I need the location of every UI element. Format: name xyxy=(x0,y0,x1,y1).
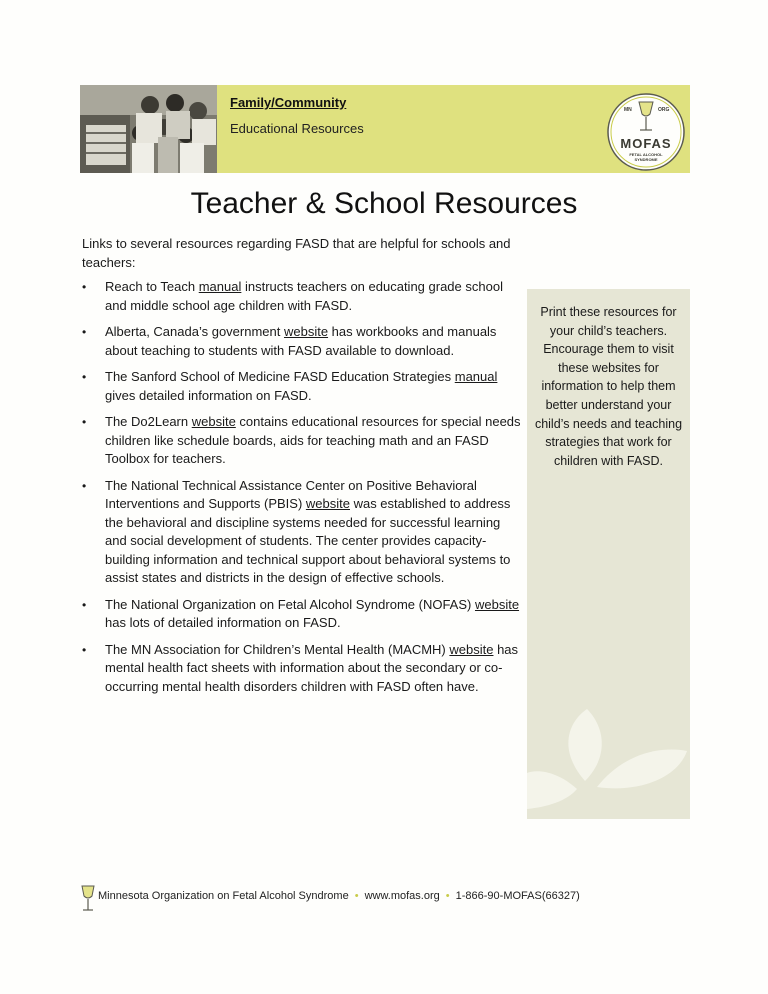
list-item xyxy=(82,413,522,469)
item-text: Alberta, Canada’s government xyxy=(105,324,284,339)
item-text: Reach to Teach xyxy=(105,279,199,294)
logo-word: MOFAS xyxy=(620,136,672,151)
resource-link[interactable]: website xyxy=(191,414,236,429)
resource-list xyxy=(82,278,522,704)
leaf-decoration-icon xyxy=(527,709,690,819)
logo-mn: MN xyxy=(624,107,632,113)
list-item xyxy=(82,477,522,588)
separator-dot-icon: • xyxy=(354,890,359,902)
list-item xyxy=(82,278,522,315)
separator-dot-icon: • xyxy=(445,890,450,902)
logo-tagline xyxy=(606,152,686,162)
item-text: has workbooks and manuals about teaching to students with FASD available to download. xyxy=(105,324,497,358)
logo-org: ORG xyxy=(658,107,670,113)
resource-link[interactable]: website xyxy=(305,496,350,511)
item-text: The National Organization on Fetal Alcohol Syndrome (NOFAS) xyxy=(105,596,475,612)
bullet-icon: • xyxy=(82,642,87,657)
wine-glass-icon xyxy=(80,884,96,914)
section-subtitle: Educational Resources xyxy=(230,121,364,136)
footer-text xyxy=(98,890,580,902)
bullet-icon: • xyxy=(82,370,87,384)
sidebar-text: Print these resources for your child’s teachers. Encourage them to visit these websites for information to help them better understand your child’s needs and teaching strategies that work for children with FASD. xyxy=(534,305,683,468)
item-text: has lots of detailed information on FASD. xyxy=(105,615,341,630)
logo-tagline-2: SYNDROME xyxy=(634,157,658,162)
item-text: The MN Association for Children’s Mental Health (MACMH) xyxy=(105,641,450,657)
resource-link[interactable]: manual xyxy=(454,369,498,384)
resource-link[interactable]: website xyxy=(283,324,329,339)
footer xyxy=(80,884,640,914)
list-item xyxy=(82,368,522,405)
bullet-icon: • xyxy=(82,325,87,339)
logo-tagline-1: FETAL ALCOHOL xyxy=(629,152,663,157)
item-text: contains educational resources for special needs children like schedule boards, aids for teaching math and an FASD Toolbox for teachers. xyxy=(105,414,521,466)
bullet-icon: • xyxy=(82,280,87,294)
mofas-logo xyxy=(606,92,686,172)
footer-phone: 1-866-90-MOFAS(66327) xyxy=(455,890,580,902)
item-text: The Do2Learn xyxy=(105,414,192,429)
header-photo xyxy=(80,85,217,173)
item-text: The Sanford School of Medicine FASD Education Strategies xyxy=(105,369,455,384)
section-title[interactable]: Family/Community xyxy=(230,95,347,110)
bullet-icon: • xyxy=(82,415,87,429)
page-title: Teacher & School Resources xyxy=(190,187,578,220)
item-text: has mental health fact sheets with information about the secondary or co-occurring mental health disorders children with FASD often have. xyxy=(105,641,519,694)
footer-website[interactable]: www.mofas.org xyxy=(364,890,440,902)
intro-text: Links to several resources regarding FASD that are helpful for schools and teachers: xyxy=(82,236,511,270)
footer-org: Minnesota Organization on Fetal Alcohol Syndrome xyxy=(98,890,349,902)
resource-link[interactable]: website xyxy=(449,641,494,657)
sidebar-callout xyxy=(527,289,690,819)
list-item xyxy=(82,641,522,697)
item-text: instructs teachers on educating grade school and middle school age children with FASD. xyxy=(105,279,503,313)
resource-link[interactable]: website xyxy=(474,596,520,612)
item-text: was established to address the behavioral and discipline systems needed for successful learning and social development of students. The center provides capacity-building information and technical support about behavioral systems to assist states and districts in the design of effective schools. xyxy=(105,496,511,585)
list-item xyxy=(82,596,522,633)
resource-link[interactable]: manual xyxy=(198,279,242,294)
list-item xyxy=(82,323,522,360)
bullet-icon: • xyxy=(82,478,87,493)
item-text: gives detailed information on FASD. xyxy=(105,387,312,403)
item-text: The National Technical Assistance Center on Positive Behavioral Interventions and Supports (PBIS) xyxy=(105,477,477,511)
bullet-icon: • xyxy=(82,597,87,612)
